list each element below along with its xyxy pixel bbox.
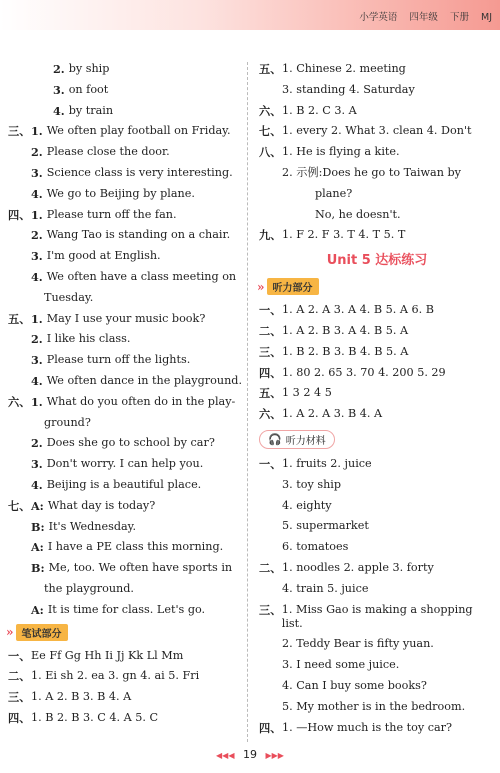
section-label: 四、 [8, 207, 31, 222]
item-number: 4. [31, 477, 43, 492]
item-number: A: [31, 498, 44, 513]
answer-line [8, 395, 242, 409]
answer-text: Does she go to school by car? [46, 436, 215, 450]
answer-text: 5. supermarket [282, 519, 369, 533]
item-number: 3. [31, 249, 43, 264]
answer-line [8, 332, 242, 346]
answer-line [259, 658, 495, 672]
written-section-header [6, 624, 242, 641]
answer-text: We often have a class meeting on [46, 269, 237, 283]
answer-text: 1. noodles 2. apple 3. forty [282, 560, 434, 574]
section-label: 六、 [8, 394, 31, 409]
section-label: 二、 [259, 323, 282, 338]
item-number: 3. [31, 165, 43, 180]
answer-text: Please turn off the lights. [46, 353, 191, 367]
item-number: 1. [31, 394, 43, 409]
answer-text: 4. eighty [282, 498, 332, 512]
answer-line [259, 478, 495, 492]
answer-text: 1. B 2. B 3. C 4. A 5. C [31, 710, 159, 724]
item-number: 4. [53, 103, 65, 118]
answer-line [259, 386, 495, 400]
answer-text: 1. Miss Gao is making a shopping list. [281, 602, 473, 630]
answer-text: 1 3 2 4 5 [282, 386, 332, 400]
subject-label: 小学英语 [359, 12, 398, 23]
section-label [259, 582, 282, 596]
answer-line [8, 124, 242, 138]
section-label [259, 540, 282, 554]
answer-text: Don't worry. I can help you. [46, 457, 204, 471]
answer-line [259, 519, 495, 533]
answer-line [8, 228, 242, 242]
answer-line [8, 291, 242, 305]
answer-text: 1. fruits 2. juice [282, 456, 372, 470]
answer-line [8, 582, 242, 596]
answer-line [8, 83, 242, 97]
item-number: A: [31, 602, 44, 617]
answer-line [8, 499, 242, 513]
answer-text: We often play football on Friday. [46, 124, 231, 138]
section-label: 七、 [8, 498, 31, 513]
answer-text: 1. A 2. B 3. A 4. B 5. A [282, 323, 409, 337]
book-meta [350, 9, 492, 23]
answer-text: It is time for class. Let's go. [47, 602, 206, 616]
item-number: 4. [31, 269, 43, 284]
section-label: 五、 [259, 62, 282, 76]
answer-line [259, 324, 495, 338]
answer-text: 1. Chinese 2. meeting [282, 62, 406, 75]
answer-text: by ship [68, 62, 110, 75]
answer-line [259, 407, 495, 421]
answer-text: I like his class. [46, 332, 131, 346]
answer-text: It's Wednesday. [48, 519, 137, 533]
answer-text: I have a PE class this morning. [47, 540, 224, 554]
answer-text: We go to Beijing by plane. [46, 186, 195, 200]
item-number: 2. [53, 62, 65, 76]
answer-line [259, 540, 495, 554]
answer-line [259, 457, 495, 471]
answer-line [8, 603, 242, 617]
answer-line [259, 187, 495, 201]
right-column [259, 62, 495, 741]
unit-title: Unit 5 达标练习 [326, 253, 428, 269]
answer-line [259, 83, 495, 97]
answer-text: 1. —How much is the toy car? [282, 720, 453, 734]
answer-text: by train [68, 103, 114, 117]
section-label: 五、 [259, 386, 282, 401]
answer-line [259, 679, 495, 693]
page-header-band [0, 0, 500, 30]
answer-text: 2. 示例:Does he go to Taiwan by [282, 165, 461, 179]
answer-text: 1. 80 2. 65 3. 70 4. 200 5. 29 [282, 365, 446, 379]
answer-text: 2. Teddy Bear is fifty yuan. [282, 637, 434, 651]
item-number: 3. [31, 457, 43, 472]
answer-line [8, 374, 242, 388]
answer-line [8, 145, 242, 159]
answer-line [259, 366, 495, 380]
chevron-icon: » [6, 625, 14, 640]
answer-line [259, 345, 495, 359]
answer-line [259, 603, 495, 631]
answer-text: 3. I need some juice. [282, 658, 400, 672]
item-number: B: [31, 519, 45, 534]
answer-text: May I use your music book? [46, 311, 206, 325]
answer-line [8, 270, 242, 284]
section-label: 一、 [259, 303, 282, 318]
section-label: 三、 [8, 124, 31, 139]
answer-line [259, 582, 495, 596]
left-column [8, 62, 242, 732]
section-label: 二、 [259, 560, 282, 575]
section-title: 笔试部分 [16, 624, 68, 641]
section-label: 五、 [8, 311, 31, 326]
answer-text: Me, too. We often have sports in [48, 561, 233, 575]
section-label [259, 679, 282, 693]
answer-text: Beijing is a beautiful place. [46, 477, 202, 491]
section-label [259, 700, 282, 714]
answer-line [8, 187, 242, 201]
item-number: 3. [31, 353, 43, 368]
section-label: 八、 [259, 145, 282, 160]
answer-text: 1. B 2. C 3. A [282, 103, 357, 117]
section-label [259, 478, 282, 492]
item-number: 2. [31, 436, 43, 451]
answer-line [259, 208, 495, 222]
prev-arrows-icon: ◀◀◀ [216, 751, 235, 760]
section-label: 六、 [259, 407, 282, 422]
answer-line [8, 711, 242, 725]
answer-line [8, 249, 242, 263]
grade-label: 四年级 [409, 12, 438, 23]
answer-text: What do you often do in the play- [46, 394, 236, 408]
answer-line [8, 166, 242, 180]
item-number: 3. [53, 82, 65, 97]
answer-line [8, 416, 242, 430]
answer-line [8, 312, 242, 326]
answer-text: ground? [44, 415, 91, 429]
section-label: 四、 [259, 365, 282, 380]
answer-line [8, 540, 242, 554]
section-title: 听力部分 [267, 278, 319, 295]
listening-section-header [257, 278, 495, 295]
answer-line [259, 561, 495, 575]
item-number: 2. [31, 145, 43, 160]
headphones-icon: 🎧 [268, 432, 282, 446]
badge-label: 听力材料 [285, 435, 326, 447]
answer-line [8, 62, 242, 76]
section-label: 三、 [8, 690, 31, 705]
answer-text: Tuesday. [44, 290, 94, 304]
section-label [259, 499, 282, 513]
answer-text: 1. He is flying a kite. [282, 145, 400, 159]
answer-line [259, 499, 495, 513]
item-number: A: [31, 540, 44, 555]
answer-line [8, 561, 242, 575]
section-label: 一、 [259, 456, 282, 471]
answer-line [8, 104, 242, 118]
page-number: 19 [243, 748, 257, 761]
answer-text: 4. Can I buy some books? [282, 678, 427, 692]
answer-text: Please turn off the fan. [46, 207, 177, 221]
answer-text: I'm good at English. [46, 249, 161, 263]
item-number: 1. [31, 124, 43, 139]
section-label [259, 658, 282, 672]
section-label: 三、 [259, 602, 282, 617]
section-label: 七、 [259, 124, 282, 139]
answer-line [259, 166, 495, 180]
answer-text: Please close the door. [46, 145, 170, 159]
answer-line [8, 353, 242, 367]
answer-line [8, 520, 242, 534]
section-label [259, 637, 282, 651]
section-label [259, 519, 282, 533]
answer-text: 4. train 5. juice [282, 581, 369, 595]
item-number: B: [31, 561, 45, 576]
answer-line [8, 478, 242, 492]
answer-text: 1. A 2. A 3. B 4. A [282, 407, 383, 421]
answer-text: 1. every 2. What 3. clean 4. Don't [282, 124, 472, 138]
section-label: 二、 [8, 669, 31, 684]
answer-text: the playground. [44, 581, 134, 595]
answer-line [259, 700, 495, 714]
answer-text: 1. B 2. B 3. B 4. B 5. A [282, 344, 409, 358]
answer-line [8, 457, 242, 471]
item-number: 4. [31, 373, 43, 388]
answer-line [8, 436, 242, 450]
section-label: 四、 [8, 710, 31, 725]
answer-text: We often dance in the playground. [46, 373, 243, 387]
answer-text: 1. F 2. F 3. T 4. T 5. T [282, 228, 406, 242]
answer-text: 1. A 2. A 3. A 4. B 5. A 6. B [282, 303, 434, 317]
answer-text: 5. My mother is in the bedroom. [282, 699, 466, 713]
volume-label: 下册 [449, 12, 469, 23]
answer-text: Ee Ff Gg Hh Ii Jj Kk Ll Mm [31, 648, 184, 662]
column-divider [247, 62, 248, 742]
answer-line [8, 669, 242, 683]
section-label [259, 166, 282, 180]
answer-text: 3. standing 4. Saturday [282, 82, 415, 96]
answer-text: Wang Tao is standing on a chair. [46, 228, 231, 242]
answer-text: plane? [315, 186, 353, 200]
section-label [259, 83, 282, 97]
answer-text: 1. Ei sh 2. ea 3. gn 4. ai 5. Fri [31, 669, 200, 683]
edition-label: MJ [481, 12, 492, 23]
next-arrows-icon: ▶▶▶ [265, 751, 284, 760]
item-number: 2. [31, 228, 43, 243]
answer-line [259, 303, 495, 317]
answer-text: Science class is very interesting. [46, 165, 233, 179]
section-label: 九、 [259, 228, 282, 243]
answer-text: 3. toy ship [282, 477, 342, 491]
answer-line [8, 208, 242, 222]
answer-line [8, 649, 242, 663]
answer-line [259, 228, 495, 242]
item-number: 4. [31, 186, 43, 201]
section-label: 三、 [259, 344, 282, 359]
section-label: 六、 [259, 103, 282, 118]
page-footer [0, 748, 500, 761]
answer-line [259, 721, 495, 735]
listening-material-badge [259, 430, 335, 449]
answer-line [259, 62, 495, 76]
item-number: 2. [31, 332, 43, 347]
answer-line [8, 690, 242, 704]
answer-text: What day is today? [47, 498, 156, 512]
section-label: 一、 [8, 648, 31, 663]
chevron-icon: » [257, 279, 265, 294]
answer-line [259, 104, 495, 118]
item-number: 1. [31, 311, 43, 326]
item-number: 1. [31, 207, 43, 222]
answer-text: 1. A 2. B 3. B 4. A [31, 690, 132, 704]
answer-text: No, he doesn't. [315, 207, 401, 221]
answer-line [259, 124, 495, 138]
answer-text: 6. tomatoes [282, 540, 349, 554]
answer-text: on foot [68, 82, 109, 96]
section-label: 四、 [259, 720, 282, 735]
answer-line [259, 637, 495, 651]
answer-line [259, 145, 495, 159]
